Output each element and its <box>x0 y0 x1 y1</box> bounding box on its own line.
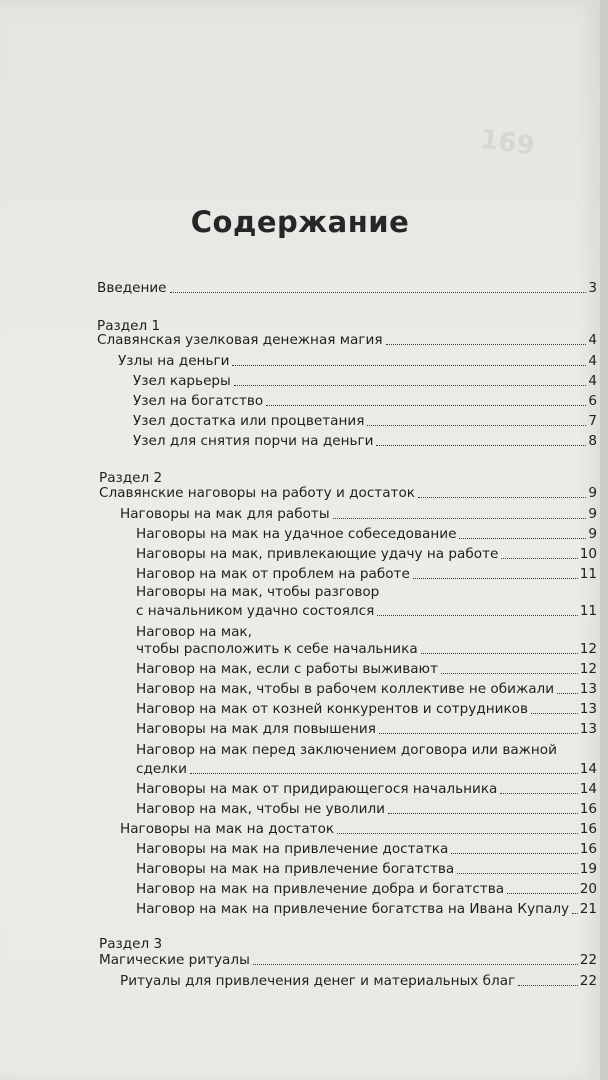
toc-entry-page: 4 <box>588 332 597 348</box>
toc-entry-page: 10 <box>579 546 597 562</box>
toc-entry-text: Наговоры на мак для работы <box>120 506 330 522</box>
dot-leader <box>421 653 578 654</box>
toc-entry <box>136 680 597 698</box>
dot-leader <box>253 964 578 965</box>
toc-entry <box>136 525 597 543</box>
toc-entry <box>120 972 597 990</box>
toc-entry <box>99 484 597 502</box>
toc-entry <box>97 331 597 349</box>
toc-entry-page: 8 <box>588 433 597 449</box>
toc-entry-page: 9 <box>588 506 597 522</box>
dot-leader <box>441 673 578 674</box>
dot-leader <box>379 733 578 734</box>
toc-entry <box>136 900 597 918</box>
toc-entry-text: Наговор на мак от козней конкурентов и сотрудников <box>136 701 528 717</box>
toc-entry-page: 21 <box>579 901 597 917</box>
dot-leader <box>572 913 578 914</box>
toc-entry <box>136 800 597 818</box>
toc-entry-text: Наговор на мак перед заключением договора или важной <box>136 742 557 758</box>
toc-entry-page: 13 <box>579 721 597 737</box>
dot-leader <box>451 853 577 854</box>
toc-entry-text: Наговор на мак от проблем на работе <box>136 566 410 582</box>
dot-leader <box>234 385 587 386</box>
section-heading: Раздел 2 <box>99 470 163 486</box>
toc-entry <box>133 432 597 450</box>
toc-entry <box>133 392 597 410</box>
dot-leader <box>386 344 587 345</box>
toc-entry-text: Наговоры на мак на удачное собеседование <box>136 526 457 542</box>
toc-entry-text: Наговоры на мак от придирающегося начальника <box>136 781 498 797</box>
toc-entry-page: 11 <box>579 603 597 619</box>
toc-entry <box>136 840 597 858</box>
dot-leader <box>388 813 578 814</box>
toc-entry <box>133 412 597 430</box>
toc-entry <box>118 352 597 370</box>
dot-leader <box>413 578 578 579</box>
toc-entry-text: Наговоры на мак, привлекающие удачу на работе <box>136 546 499 562</box>
toc-entry-text: Введение <box>97 280 167 296</box>
dot-leader <box>459 538 586 539</box>
dot-leader <box>376 445 586 446</box>
toc-entry-text: Наговоры на мак, чтобы разговор <box>136 584 380 600</box>
page-title: Содержание <box>190 205 410 239</box>
toc-entry <box>136 700 597 718</box>
toc-entry-text: Узел для снятия порчи на деньги <box>133 433 374 449</box>
dot-leader <box>500 793 577 794</box>
toc-entry-page: 4 <box>588 353 597 369</box>
dot-leader <box>418 497 586 498</box>
dot-leader <box>170 292 587 293</box>
toc-entry <box>136 640 597 658</box>
dot-leader <box>518 985 577 986</box>
toc-entry-page: 7 <box>588 413 597 429</box>
toc-entry-page: 20 <box>579 881 597 897</box>
section-heading: Раздел 3 <box>99 936 163 952</box>
dot-leader <box>266 405 586 406</box>
toc-entry-page: 14 <box>579 781 597 797</box>
toc-entry-intro <box>97 279 597 297</box>
toc-entry-text: Узел карьеры <box>133 373 231 389</box>
toc-entry-text: Узел на богатство <box>133 393 264 409</box>
toc-entry-page: 16 <box>579 821 597 837</box>
toc-entry-text: Узел достатка или процветания <box>133 413 365 429</box>
toc-entry-text: Наговор на мак, если с работы выживают <box>136 661 438 677</box>
toc-entry <box>120 505 597 523</box>
dot-leader <box>333 518 587 519</box>
toc-entry <box>136 860 597 878</box>
toc-entry <box>136 545 597 563</box>
toc-entry-page: 13 <box>579 701 597 717</box>
toc-entry <box>136 760 597 778</box>
section-heading: Раздел 1 <box>97 318 161 334</box>
toc-entry-text: Наговоры на мак на привлечение богатства <box>136 861 455 877</box>
toc-entry-page: 19 <box>579 861 597 877</box>
dot-leader <box>337 833 578 834</box>
toc-entry <box>133 372 597 390</box>
dot-leader <box>232 365 586 366</box>
toc-entry-page: 9 <box>588 485 597 501</box>
toc-entry <box>136 880 597 898</box>
toc-entry-page: 14 <box>579 761 597 777</box>
toc-entry-page: 16 <box>579 801 597 817</box>
toc-entry-text: Наговор на мак на привлечение богатства на Ивана Купалу <box>136 901 570 917</box>
toc-entry <box>136 720 597 738</box>
dot-leader <box>557 693 578 694</box>
toc-entry-text: Славянская узелковая денежная магия <box>97 332 383 348</box>
toc-entry-page: 16 <box>579 841 597 857</box>
toc-entry-page: 12 <box>579 641 597 657</box>
toc-entry-text: Наговор на мак на привлечение добра и богатства <box>136 881 505 897</box>
toc-entry-page: 22 <box>579 952 597 968</box>
toc-entry-page: 3 <box>588 280 597 296</box>
toc-entry-page: 13 <box>579 681 597 697</box>
toc-entry-text: Наговоры на мак на привлечение достатка <box>136 841 449 857</box>
toc-entry-page: 11 <box>579 566 597 582</box>
toc-entry-text: чтобы расположить к себе начальника <box>136 641 418 657</box>
toc-entry-text: Наговоры на мак на достаток <box>120 821 335 837</box>
toc-entry <box>136 565 597 583</box>
toc-entry-text: Магические ритуалы <box>99 952 250 968</box>
toc-entry <box>136 602 597 620</box>
toc-entry-text: Наговоры на мак для повышения <box>136 721 376 737</box>
dot-leader <box>457 873 577 874</box>
toc-entry-text: Ритуалы для привлечения денег и материальных благ <box>120 973 516 989</box>
toc-entry-page: 9 <box>588 526 597 542</box>
toc-entry <box>136 780 597 798</box>
toc-entry-text: с начальником удачно состоялся <box>136 603 375 619</box>
toc-entry-text: Славянские наговоры на работу и достаток <box>99 485 416 501</box>
toc-entry-text: Узлы на деньги <box>118 353 230 369</box>
toc-entry-page: 12 <box>579 661 597 677</box>
dot-leader <box>377 615 577 616</box>
toc-entry-page: 22 <box>579 973 597 989</box>
dot-leader <box>507 893 578 894</box>
toc-entry <box>136 660 597 678</box>
toc-entry-text: Наговор на мак, <box>136 624 252 640</box>
toc-entry <box>120 820 597 838</box>
toc-entry-page: 6 <box>588 393 597 409</box>
dot-leader <box>501 558 577 559</box>
toc-entry-text: Наговор на мак, чтобы не уволили <box>136 801 385 817</box>
toc-entry-text: Наговор на мак, чтобы в рабочем коллективе не обижали <box>136 681 555 697</box>
ghost-page-number: 169 <box>478 124 537 162</box>
toc-entry-page: 4 <box>588 373 597 389</box>
dot-leader <box>531 713 578 714</box>
toc-entry-text: сделки <box>136 761 187 777</box>
dot-leader <box>367 425 586 426</box>
dot-leader <box>190 773 578 774</box>
toc-entry <box>99 951 597 969</box>
